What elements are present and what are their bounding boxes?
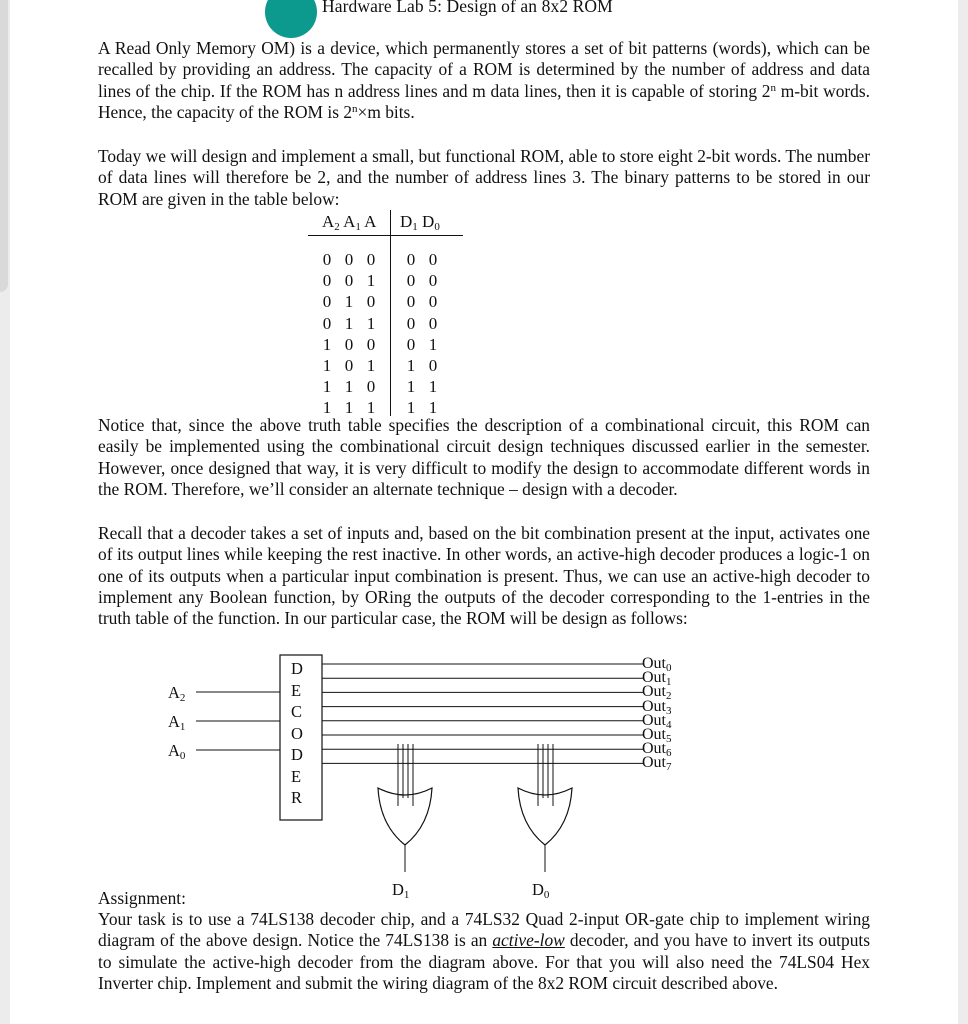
table-row — [308, 250, 463, 271]
document-title: Hardware Lab 5: Design of an 8x2 ROM — [322, 0, 613, 16]
table-cell: 0 — [344, 356, 354, 375]
table-cell: 0 — [406, 334, 416, 354]
table-cell: 1 — [428, 398, 438, 418]
table-cell: 1 — [428, 334, 438, 354]
data-header: D1 D0 — [400, 212, 440, 233]
table-cell: 1 — [322, 377, 332, 397]
input-label-a0: A0 — [168, 741, 186, 762]
table-cell: 1 — [428, 377, 438, 397]
table-row — [308, 356, 463, 377]
table-cell: 1 — [366, 398, 376, 418]
table-cell: 0 — [322, 292, 332, 312]
table-cell: 1 — [322, 398, 332, 418]
table-header-rule — [308, 235, 463, 236]
table-cell: 0 — [428, 292, 438, 312]
table-cell: 0 — [428, 313, 438, 333]
table-cell: 0 — [406, 292, 416, 312]
table-cell: 0 — [366, 377, 376, 397]
input-label-a2: A2 — [168, 683, 186, 704]
output-label: Out7 — [642, 754, 672, 774]
gate-output-d1: D1 — [392, 880, 410, 901]
table-cell: 1 — [406, 377, 416, 397]
table-cell: 1 — [344, 377, 354, 397]
input-label-a1: A1 — [168, 712, 186, 733]
table-cell: 0 — [406, 313, 416, 333]
gate-output-d0: D0 — [532, 880, 550, 901]
table-row — [308, 335, 463, 356]
combinational-paragraph: Notice that, since the above truth table specifies the description of a combinational circuit, this ROM can easily be implemented using the combinational circuit design techniques discussed earlier in the semester. However, once designed that way, it is very difficult to modify the design to accommodate different words in the ROM. Therefore, we’ll consider an alternate technique – design with a decoder. — [98, 415, 870, 499]
output-label: Out2 — [642, 683, 672, 703]
table-cell: 0 — [428, 271, 438, 291]
rom-diagram — [0, 650, 968, 900]
table-cell: 1 — [366, 313, 376, 333]
table-cell: 0 — [428, 250, 438, 269]
table-cell: 1 — [344, 398, 354, 418]
table-row — [308, 292, 463, 313]
table-cell: 0 — [344, 334, 354, 354]
output-label: Out5 — [642, 726, 672, 745]
table-cell: 0 — [366, 292, 376, 312]
decoder-letter: E — [291, 680, 302, 700]
decoder-paragraph: Recall that a decoder takes a set of inputs and, based on the bit combination present at the input, activates one of its output lines while keeping the rest inactive. In other words, an active-high decoder produces a logic-1 on one of its outputs when a particular input combination is present. Thus, we can use an active-high decoder to implement any Boolean function, by ORing the outputs of the decoder corresponding to the 1-entries in the truth table of the function. In our particular case, the ROM will be design as follows: — [98, 523, 870, 629]
table-cell: 1 — [344, 313, 354, 333]
table-cell: 1 — [366, 271, 376, 291]
decoder-letter: D — [291, 659, 303, 678]
intro-paragraph: A Read Only Memory OM) is a device, which permanently stores a set of bit patterns (words), which can be recalled by providing an address. The capacity of a ROM is determined by the number of address and data lines of the chip. If the ROM has n address lines and m data lines, then it is capable of storing 2$^n$ m-bit words. Hence, the capacity of the ROM is $2^n\times m$ bits. — [98, 38, 870, 122]
rom-circuit-svg — [0, 650, 968, 900]
output-label: Out1 — [642, 669, 672, 689]
decoder-letter: E — [291, 766, 302, 786]
address-header: A2 A1 A — [322, 212, 377, 233]
assignment-heading: Assignment: — [98, 888, 186, 908]
design-paragraph: Today we will design and implement a small, but functional ROM, able to store eight 2-bit words. The number of data lines will therefore be 2, and the number of address lines 3. The binary patterns to be stored in our ROM are given in the table below: — [98, 146, 870, 209]
table-cell: 1 — [322, 356, 332, 375]
table-cell: 0 — [366, 334, 376, 354]
table-cell: 0 — [344, 271, 354, 291]
table-cell: 0 — [322, 250, 332, 269]
decoder-letter: O — [291, 723, 303, 743]
truth-table — [308, 210, 463, 416]
table-cell: 0 — [366, 250, 376, 269]
table-cell: 0 — [322, 271, 332, 291]
table-cell: 0 — [344, 250, 354, 269]
output-label: Out0 — [642, 655, 672, 674]
scroll-edge-shadow — [0, 0, 8, 292]
table-cell: 1 — [406, 398, 416, 418]
table-cell: 1 — [344, 292, 354, 312]
decoder-letter: C — [291, 702, 303, 721]
output-label: Out4 — [642, 711, 672, 731]
table-cell: 0 — [406, 271, 416, 291]
decoder-letter: D — [291, 745, 303, 764]
table-cell: 1 — [406, 356, 416, 375]
table-row — [308, 377, 463, 398]
table-cell: 0 — [406, 250, 416, 269]
output-label: Out3 — [642, 697, 672, 717]
table-cell: 0 — [428, 356, 438, 375]
active-low-emphasis: active-low — [492, 930, 565, 951]
assignment-paragraph: Your task is to use a 74LS138 decoder chip, and a 74LS32 Quad 2-input OR-gate chip to implement wiring diagram of the above design. Notice the 74LS138 is an active-low decoder, and you have to invert its outputs to simulate the active-high decoder from the diagram above. For that you will also need the 74LS04 Hex Inverter chip. Implement and submit the wiring diagram of the 8x2 ROM circuit described above. — [98, 909, 870, 993]
table-cell: 1 — [366, 356, 376, 375]
table-row — [308, 314, 463, 335]
table-cell: 1 — [322, 334, 332, 354]
table-cell: 0 — [322, 313, 332, 333]
decoder-letter: R — [291, 788, 303, 807]
table-row — [308, 271, 463, 292]
output-label: Out6 — [642, 740, 672, 760]
